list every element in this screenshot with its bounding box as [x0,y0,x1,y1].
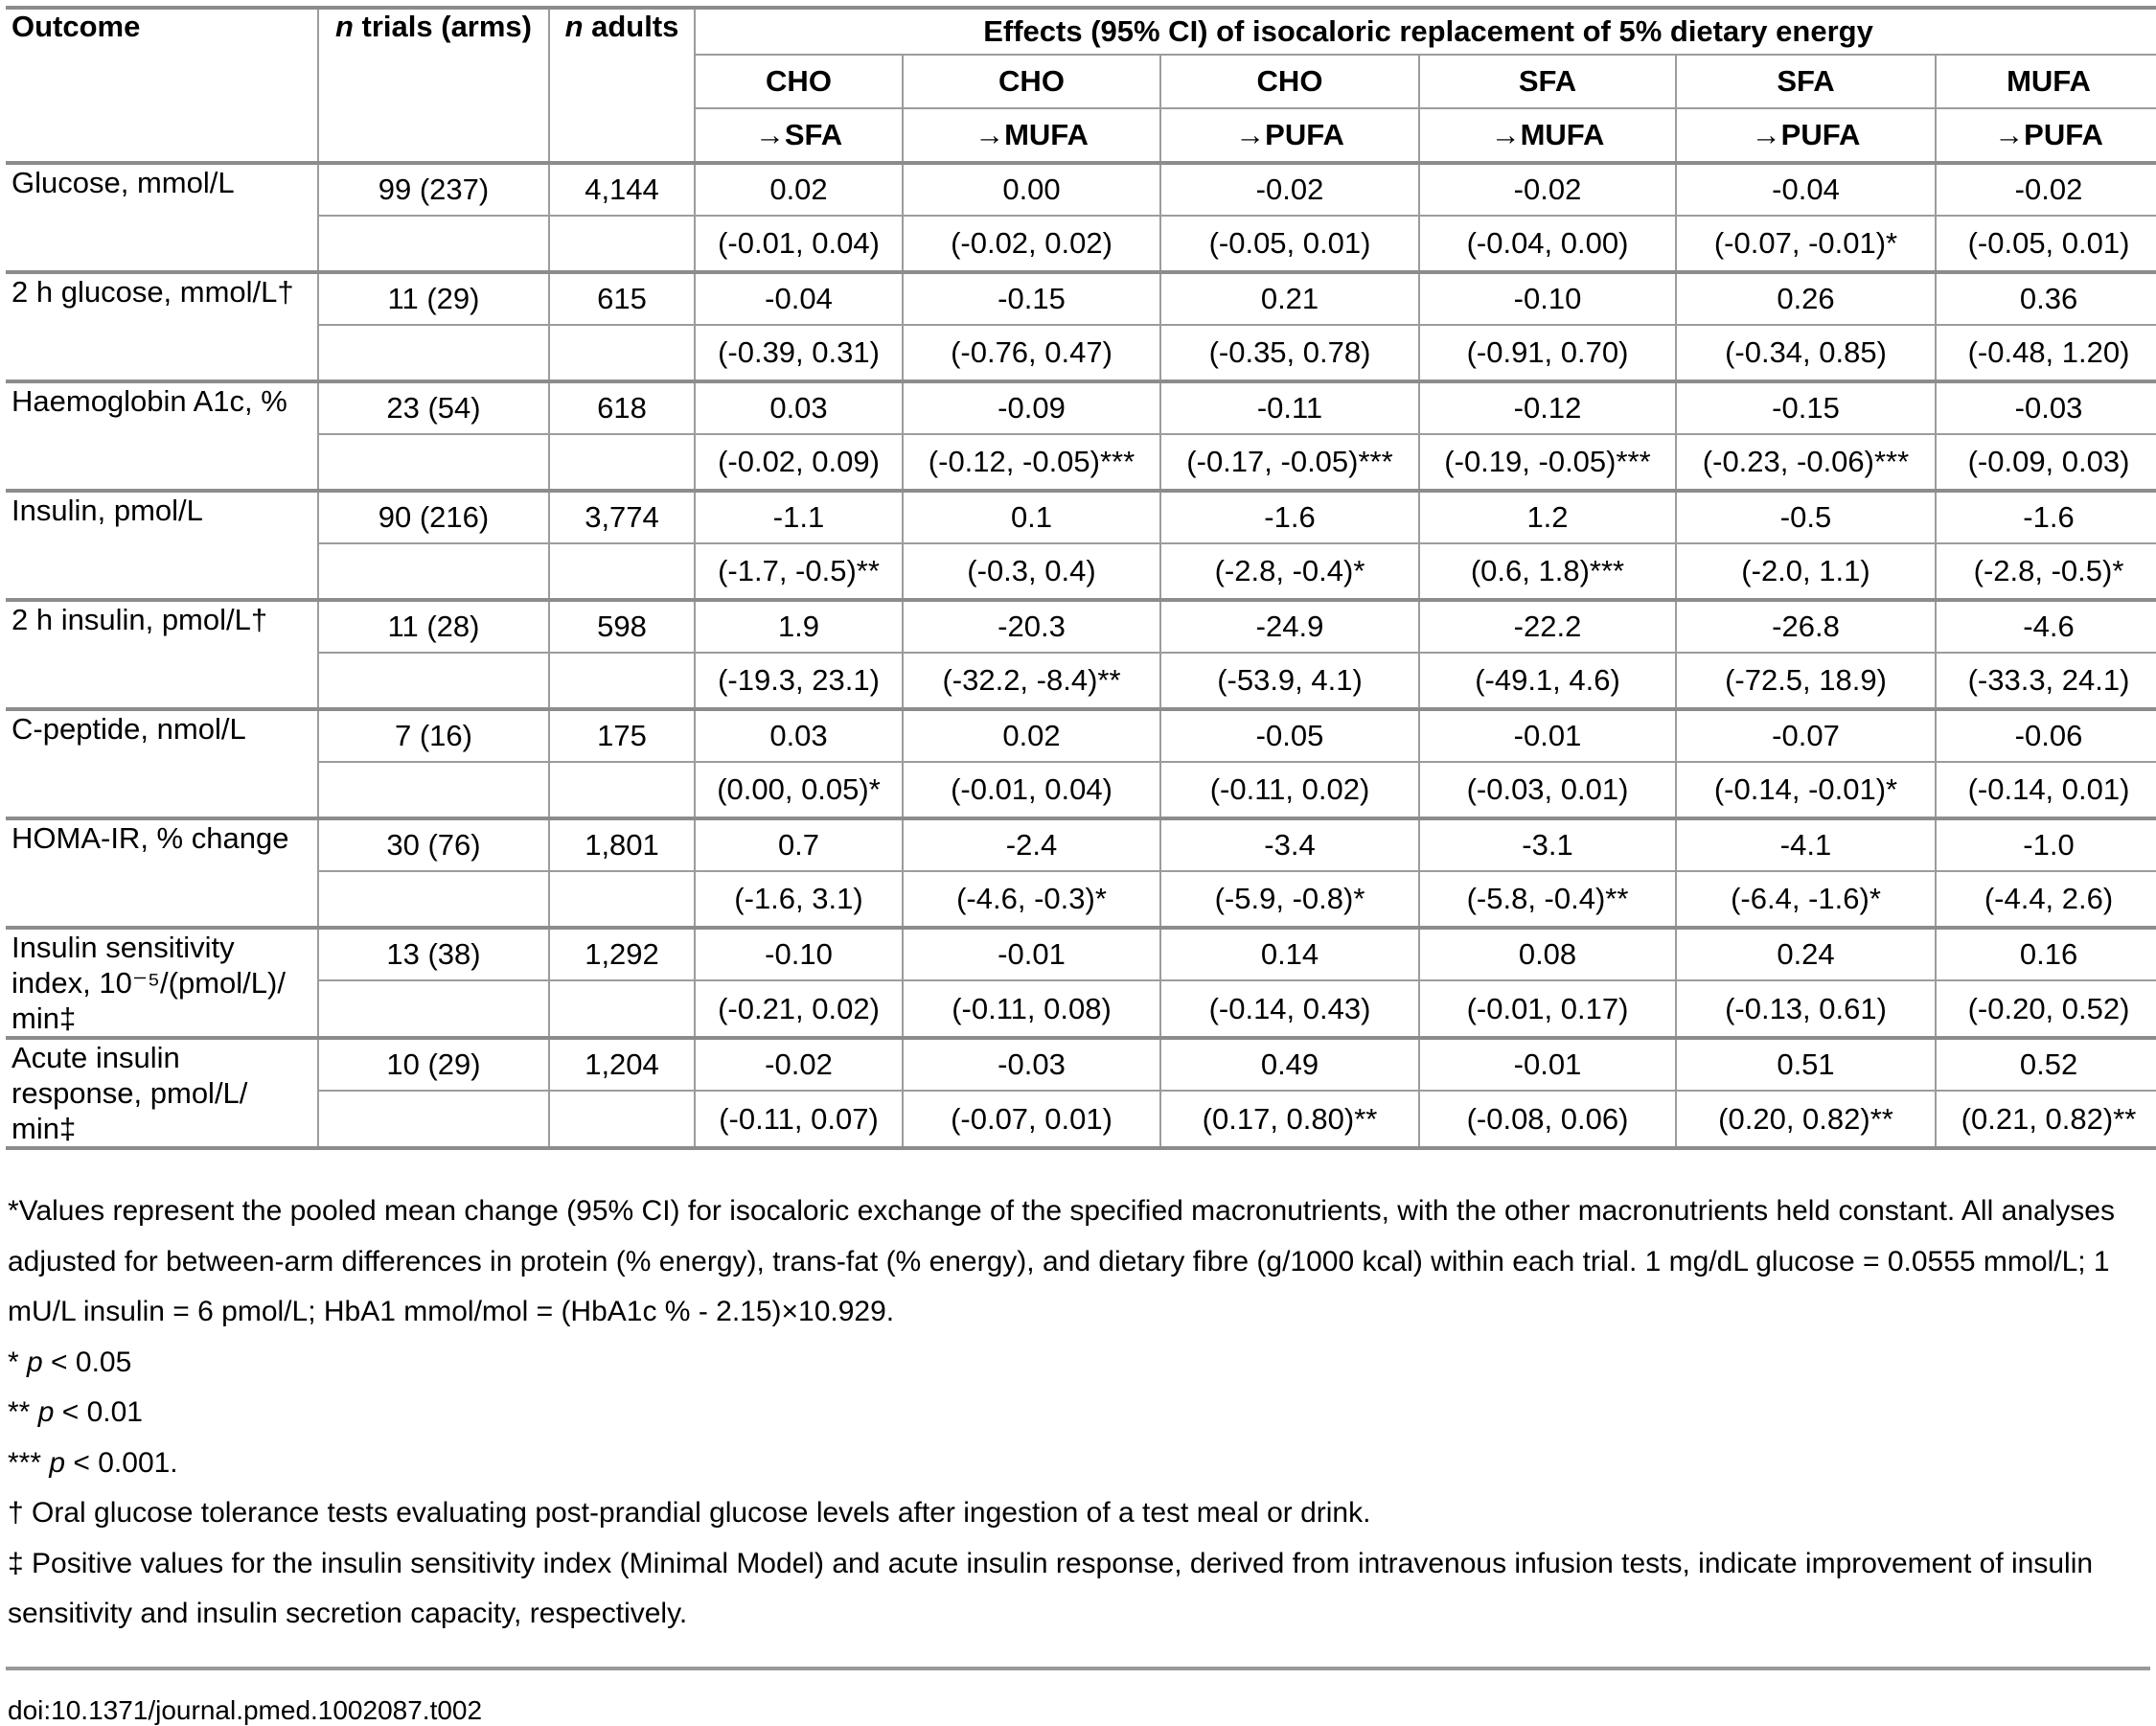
effect-estimate: 0.36 [1936,272,2156,325]
header-row-title [6,8,2156,55]
effect-estimate: 0.02 [903,709,1160,762]
n-adults-value: 615 [549,272,695,325]
effect-estimate: -1.0 [1936,818,2156,871]
footnote-p-001 [8,1388,2146,1438]
effect-estimate: -0.04 [1676,163,1936,216]
effect-ci: (-0.91, 0.70) [1419,325,1676,381]
outcome-label: Glucose, mmol/L [6,163,318,272]
table-row [6,1038,2156,1091]
effect-ci: (-0.20, 0.52) [1936,980,2156,1038]
empty-cell [318,434,549,491]
effect-ci: (-2.8, -0.5)* [1936,543,2156,600]
empty-cell [549,1091,695,1148]
effect-estimate: 0.02 [695,163,903,216]
effect-estimate: 0.51 [1676,1038,1936,1091]
effect-estimate: 1.9 [695,600,903,653]
exchange-to-header: →PUFA [1676,108,1936,163]
effect-ci: (-0.05, 0.01) [1936,216,2156,272]
n-trials-value: 7 (16) [318,709,549,762]
effect-estimate: -1.6 [1936,491,2156,543]
n-adults-label: adults [583,10,679,43]
outcome-group-hba1c [6,381,2156,491]
table-row-ci [6,325,2156,381]
table-header [6,8,2156,163]
effect-estimate: 0.1 [903,491,1160,543]
table-row [6,381,2156,434]
effect-estimate: -0.10 [1419,272,1676,325]
effect-estimate: 0.16 [1936,928,2156,980]
empty-cell [318,1091,549,1148]
outcome-label: Insulin, pmol/L [6,491,318,600]
stars: * [8,1346,28,1378]
effect-ci: (-0.08, 0.06) [1419,1091,1676,1148]
effect-ci: (-0.19, -0.05)*** [1419,434,1676,491]
effect-estimate: -2.4 [903,818,1160,871]
effect-ci: (-0.35, 0.78) [1160,325,1419,381]
effect-ci: (-0.07, 0.01) [903,1091,1160,1148]
effect-estimate: 0.26 [1676,272,1936,325]
exchange-from-header: SFA [1676,55,1936,108]
exchange-to-header: →SFA [695,108,903,163]
effect-ci: (-0.11, 0.07) [695,1091,903,1148]
table-row [6,709,2156,762]
table-row [6,272,2156,325]
effect-estimate: -0.01 [1419,709,1676,762]
exchange-from-header: CHO [903,55,1160,108]
effect-ci: (-0.14, 0.43) [1160,980,1419,1038]
effect-estimate: -0.02 [1160,163,1419,216]
effect-ci: (-2.0, 1.1) [1676,543,1936,600]
table-row [6,491,2156,543]
effect-ci: (-72.5, 18.9) [1676,653,1936,709]
footnotes-block [8,1186,2146,1640]
effect-ci: (-1.6, 3.1) [695,871,903,928]
table-row [6,928,2156,980]
effect-estimate: -0.02 [1419,163,1676,216]
table-row [6,163,2156,216]
effect-ci: (-0.12, -0.05)*** [903,434,1160,491]
col-header-n-trials [318,8,549,163]
n-trials-value: 13 (38) [318,928,549,980]
effect-ci: (-0.76, 0.47) [903,325,1160,381]
effects-header: Effects (95% CI) of isocaloric replacement of 5% dietary energy [695,8,2156,55]
effect-estimate: -3.4 [1160,818,1419,871]
empty-cell [318,653,549,709]
empty-cell [318,871,549,928]
effect-ci: (-0.05, 0.01) [1160,216,1419,272]
p-symbol: p [49,1446,66,1479]
n-adults-value: 3,774 [549,491,695,543]
effect-ci: (-0.02, 0.09) [695,434,903,491]
outcome-label: C-peptide, nmol/L [6,709,318,818]
empty-cell [318,762,549,818]
empty-cell [318,325,549,381]
effect-ci: (-0.39, 0.31) [695,325,903,381]
table-row [6,600,2156,653]
effect-ci: (0.17, 0.80)** [1160,1091,1419,1148]
outcome-group-acute-insulin-response [6,1038,2156,1148]
effect-estimate: 0.21 [1160,272,1419,325]
n-adults-value: 4,144 [549,163,695,216]
effect-estimate: -1.1 [695,491,903,543]
effect-estimate: -0.04 [695,272,903,325]
effect-estimate: 0.14 [1160,928,1419,980]
table-row-ci [6,1091,2156,1148]
footnote-p-005 [8,1338,2146,1389]
effects-table [6,6,2156,1150]
effect-estimate: -1.6 [1160,491,1419,543]
p-symbol: p [27,1346,43,1378]
exchange-from-header: CHO [1160,55,1419,108]
n-adults-value: 1,292 [549,928,695,980]
outcome-label: Insulin sensitivity index, 10⁻⁵/(pmol/L)/​min‡ [6,928,318,1038]
effect-estimate: -0.5 [1676,491,1936,543]
effect-ci: (0.00, 0.05)* [695,762,903,818]
effect-ci: (-4.4, 2.6) [1936,871,2156,928]
table-row-ci [6,762,2156,818]
effect-ci: (0.6, 1.8)*** [1419,543,1676,600]
effect-estimate: -0.09 [903,381,1160,434]
effect-ci: (-53.9, 4.1) [1160,653,1419,709]
outcome-group-homa-ir [6,818,2156,928]
effect-ci: (-4.6, -0.3)* [903,871,1160,928]
outcome-group-glucose [6,163,2156,272]
effect-ci: (-0.21, 0.02) [695,980,903,1038]
effect-estimate: -24.9 [1160,600,1419,653]
effect-estimate: -4.1 [1676,818,1936,871]
effect-estimate: 1.2 [1419,491,1676,543]
col-header-n-adults [549,8,695,163]
footnote-double-dagger: ‡ Positive values for the insulin sensitivity index (Minimal Model) and acute insulin response, derived from intravenous infusion tests, indicate improvement of insulin sensitivity and insulin secretion capacity, respectively. [8,1547,2094,1629]
effect-estimate: 0.52 [1936,1038,2156,1091]
effect-estimate: -0.01 [1419,1038,1676,1091]
effect-ci: (-0.48, 1.20) [1936,325,2156,381]
outcome-label: 2 h glucose, mmol/L† [6,272,318,381]
effect-ci: (0.21, 0.82)** [1936,1091,2156,1148]
effect-ci: (-32.2, -8.4)** [903,653,1160,709]
effect-ci: (-0.01, 0.04) [903,762,1160,818]
exchange-from-header: SFA [1419,55,1676,108]
footnote-general: *Values represent the pooled mean change (95% CI) for isocaloric exchange of the specified macronutrients, with the other macronutrients held constant. All analyses adjusted for between-arm differences in protein (% energy), trans-fat (% energy), and dietary fibre (g/1000 kcal) within each trial. 1 mg/dL glucose = 0.0555 mmol/L; 1 mU/L insulin = 6 pmol/L; HbA1 mmol/mol = (HbA1c % - 2.15)×10.929. [8,1195,2115,1327]
n-trials-value: 11 (28) [318,600,549,653]
effect-estimate: -26.8 [1676,600,1936,653]
effect-estimate: 0.24 [1676,928,1936,980]
effect-ci: (-6.4, -1.6)* [1676,871,1936,928]
effect-ci: (-49.1, 4.6) [1419,653,1676,709]
effect-estimate: -0.07 [1676,709,1936,762]
effect-estimate: -0.03 [903,1038,1160,1091]
effect-estimate: -0.12 [1419,381,1676,434]
effect-ci: (-5.8, -0.4)** [1419,871,1676,928]
n-trials-label: trials (arms) [353,10,532,43]
effect-ci: (-0.34, 0.85) [1676,325,1936,381]
exchange-to-header: →MUFA [903,108,1160,163]
empty-cell [549,980,695,1038]
empty-cell [549,653,695,709]
empty-cell [549,543,695,600]
effect-ci: (-33.3, 24.1) [1936,653,2156,709]
p-threshold: < 0.001. [65,1446,178,1479]
effect-estimate: 0.7 [695,818,903,871]
empty-cell [549,216,695,272]
effect-ci: (-0.13, 0.61) [1676,980,1936,1038]
effect-estimate: -22.2 [1419,600,1676,653]
empty-cell [318,543,549,600]
n-trials-value: 23 (54) [318,381,549,434]
effect-estimate: -0.02 [695,1038,903,1091]
table-row-ci [6,871,2156,928]
stars: ** [8,1396,38,1428]
empty-cell [549,871,695,928]
outcome-group-insulin-sensitivity [6,928,2156,1038]
exchange-to-header: →PUFA [1936,108,2156,163]
table-row-ci [6,434,2156,491]
effect-ci: (-1.7, -0.5)** [695,543,903,600]
effect-ci: (-0.11, 0.02) [1160,762,1419,818]
p-threshold: < 0.01 [54,1396,143,1428]
n-adults-value: 175 [549,709,695,762]
col-header-outcome: Outcome [6,8,318,163]
exchange-to-header: →PUFA [1160,108,1419,163]
n-trials-value: 90 (216) [318,491,549,543]
effect-estimate: 0.03 [695,381,903,434]
effect-ci: (-0.09, 0.03) [1936,434,2156,491]
effect-ci: (-0.02, 0.02) [903,216,1160,272]
n-trials-value: 30 (76) [318,818,549,871]
footnote-p-0001 [8,1438,2146,1489]
exchange-from-header: CHO [695,55,903,108]
p-symbol: p [37,1396,55,1428]
effect-estimate: -3.1 [1419,818,1676,871]
effect-estimate: -0.01 [903,928,1160,980]
n-trials-value: 99 (237) [318,163,549,216]
effect-estimate: -4.6 [1936,600,2156,653]
effect-estimate: 0.08 [1419,928,1676,980]
effect-ci: (-0.14, -0.01)* [1676,762,1936,818]
effect-ci: (-0.14, 0.01) [1936,762,2156,818]
doi-text: doi:10.1371/journal.pmed.1002087.t002 [8,1694,483,1725]
empty-cell [318,216,549,272]
table-row-ci [6,980,2156,1038]
p-threshold: < 0.05 [42,1346,132,1378]
effect-estimate: 0.00 [903,163,1160,216]
outcome-group-2h-insulin [6,600,2156,709]
outcome-group-c-peptide [6,709,2156,818]
effect-estimate: -0.02 [1936,163,2156,216]
effect-ci: (-0.11, 0.08) [903,980,1160,1038]
n-trials-value: 10 (29) [318,1038,549,1091]
n-trials-value: 11 (29) [318,272,549,325]
exchange-to-header: →MUFA [1419,108,1676,163]
effect-estimate: -0.05 [1160,709,1419,762]
effect-ci: (-19.3, 23.1) [695,653,903,709]
effect-estimate: -0.15 [1676,381,1936,434]
effect-estimate: 0.49 [1160,1038,1419,1091]
effect-ci: (-0.04, 0.00) [1419,216,1676,272]
empty-cell [549,434,695,491]
n-adults-value: 1,801 [549,818,695,871]
effect-estimate: -0.15 [903,272,1160,325]
effect-ci: (0.20, 0.82)** [1676,1091,1936,1148]
effect-ci: (-0.07, -0.01)* [1676,216,1936,272]
n-adults-value: 1,204 [549,1038,695,1091]
outcome-label: Haemoglobin A1c, % [6,381,318,491]
footnote-dagger: † Oral glucose tolerance tests evaluating post-prandial glucose levels after ingestion of a test meal or drink. [8,1497,1371,1529]
n-italic: n [564,10,584,43]
table-row-ci [6,216,2156,272]
effect-ci: (-2.8, -0.4)* [1160,543,1419,600]
effect-ci: (-0.01, 0.04) [695,216,903,272]
effect-estimate: -0.06 [1936,709,2156,762]
empty-cell [549,325,695,381]
outcome-group-2h-glucose [6,272,2156,381]
empty-cell [549,762,695,818]
outcome-label: HOMA-IR, % change [6,818,318,928]
effect-ci: (-0.01, 0.17) [1419,980,1676,1038]
stars: *** [8,1446,50,1479]
n-adults-value: 618 [549,381,695,434]
empty-cell [318,980,549,1038]
effect-estimate: -0.11 [1160,381,1419,434]
effect-ci: (-5.9, -0.8)* [1160,871,1419,928]
n-adults-value: 598 [549,600,695,653]
n-italic: n [334,10,354,43]
effect-estimate: -0.10 [695,928,903,980]
outcome-label: Acute insulin response, pmol/L/​min‡ [6,1038,318,1148]
effect-ci: (-0.03, 0.01) [1419,762,1676,818]
exchange-from-header: MUFA [1936,55,2156,108]
bottom-rule-divider [6,1667,2150,1670]
effect-ci: (-0.17, -0.05)*** [1160,434,1419,491]
table-row-ci [6,543,2156,600]
effect-estimate: 0.03 [695,709,903,762]
outcome-group-insulin [6,491,2156,600]
outcome-label: 2 h insulin, pmol/L† [6,600,318,709]
effect-estimate: -20.3 [903,600,1160,653]
effect-estimate: -0.03 [1936,381,2156,434]
table-row [6,818,2156,871]
table-row-ci [6,653,2156,709]
effect-ci: (-0.3, 0.4) [903,543,1160,600]
effect-ci: (-0.23, -0.06)*** [1676,434,1936,491]
